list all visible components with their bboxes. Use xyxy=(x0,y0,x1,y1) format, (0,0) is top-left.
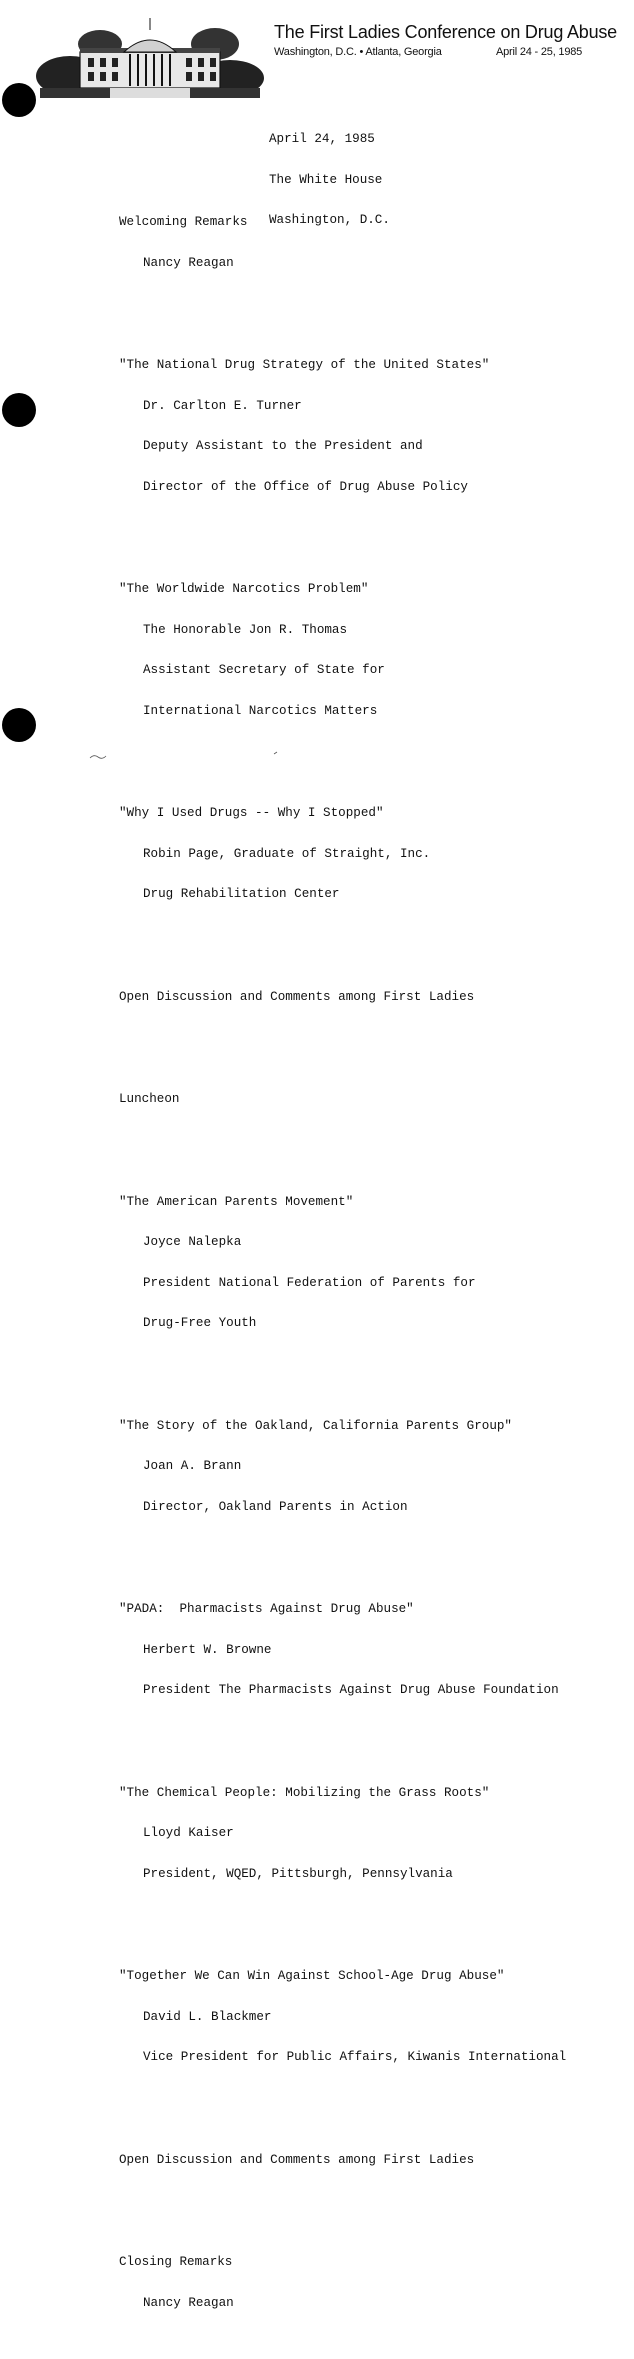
conference-title: The First Ladies Conference on Drug Abuse xyxy=(274,22,617,42)
conference-subtitle xyxy=(274,46,617,58)
event-date: April 24, 1985 xyxy=(269,132,375,146)
agenda-item-line: President, WQED, Pittsburgh, Pennsylvania xyxy=(143,1866,453,1881)
agenda-item-line: Herbert W. Browne xyxy=(143,1642,272,1657)
agenda-item xyxy=(119,1576,566,1725)
agenda-item xyxy=(119,964,566,1032)
agenda-item-line: Drug Rehabilitation Center xyxy=(143,887,340,901)
agenda-item-title: Welcoming Remarks xyxy=(119,215,248,229)
agenda-item xyxy=(119,1169,566,1358)
agenda-item-title: "The National Drug Strategy of the United States" xyxy=(119,358,490,372)
agenda-item-line: International Narcotics Matters xyxy=(143,703,378,718)
agenda-item-line: Assistant Secretary of State for xyxy=(143,663,385,677)
agenda-item-line: Director, Oakland Parents in Action xyxy=(143,1499,408,1514)
agenda-item-title: Luncheon xyxy=(119,1092,180,1106)
agenda-item-line: Nancy Reagan xyxy=(143,2295,234,2310)
agenda-item-line: David L. Blackmer xyxy=(143,2009,272,2024)
agenda-item xyxy=(119,1760,566,1909)
agenda-item xyxy=(119,1066,566,1134)
agenda-item-line: Robin Page, Graduate of Straight, Inc. xyxy=(143,846,431,861)
agenda-item xyxy=(119,2127,566,2195)
white-house-logo xyxy=(40,14,260,98)
punch-hole-bottom xyxy=(2,708,36,742)
agenda-item-title: Closing Remarks xyxy=(119,2255,233,2269)
agenda-item-title: "The Story of the Oakland, California Parents Group" xyxy=(119,1418,512,1433)
agenda-item-title: "The Chemical People: Mobilizing the Grass Roots" xyxy=(119,1785,490,1800)
agenda-item-line: Drug-Free Youth xyxy=(143,1316,257,1330)
punch-hole-middle xyxy=(2,393,36,427)
conference-dates: April 24 - 25, 1985 xyxy=(496,46,583,58)
agenda-item xyxy=(119,1943,566,2092)
pen-mark xyxy=(88,736,288,776)
agenda-item-line: Director of the Office of Drug Abuse Policy xyxy=(143,479,468,494)
conference-header xyxy=(274,22,617,58)
event-venue: The White House xyxy=(269,172,383,187)
agenda-item xyxy=(119,1393,566,1542)
agenda-item-title: "Together We Can Win Against School-Age Drug Abuse" xyxy=(119,1969,505,1983)
agenda-item xyxy=(119,2229,566,2337)
agenda-item-line: Vice President for Public Affairs, Kiwanis International xyxy=(143,2050,567,2064)
agenda-item xyxy=(119,332,566,521)
agenda-item xyxy=(119,189,566,297)
agenda-item-line: President The Pharmacists Against Drug Abuse Foundation xyxy=(143,1683,559,1697)
agenda-item-line: Lloyd Kaiser xyxy=(143,1826,234,1840)
agenda-item-line: Joan A. Brann xyxy=(143,1459,242,1473)
agenda-item-line: President National Federation of Parents for xyxy=(143,1275,476,1290)
agenda-item-title: Open Discussion and Comments among First Ladies xyxy=(119,989,475,1004)
punch-hole-top xyxy=(2,83,36,117)
agenda-item-title: "Why I Used Drugs -- Why I Stopped" xyxy=(119,806,384,820)
agenda-item-title: Open Discussion and Comments among First Ladies xyxy=(119,2152,475,2167)
agenda-item-title: "The American Parents Movement" xyxy=(119,1194,354,1209)
agenda-item-line: Deputy Assistant to the President and xyxy=(143,439,423,453)
agenda-item xyxy=(119,556,566,745)
event-city: Washington, D.C. xyxy=(269,213,390,227)
agenda-item-line: The Honorable Jon R. Thomas xyxy=(143,622,348,637)
agenda-item-title: "PADA: Pharmacists Against Drug Abuse" xyxy=(119,1602,414,1616)
conference-locations: Washington, D.C. • Atlanta, Georgia xyxy=(274,46,442,58)
agenda-item xyxy=(119,780,566,929)
agenda-item-line: Dr. Carlton E. Turner xyxy=(143,398,302,413)
agenda-item-line: Joyce Nalepka xyxy=(143,1235,242,1249)
agenda-list xyxy=(119,162,566,2359)
agenda-item-line: Nancy Reagan xyxy=(143,255,234,270)
agenda-item-title: "The Worldwide Narcotics Problem" xyxy=(119,582,369,596)
